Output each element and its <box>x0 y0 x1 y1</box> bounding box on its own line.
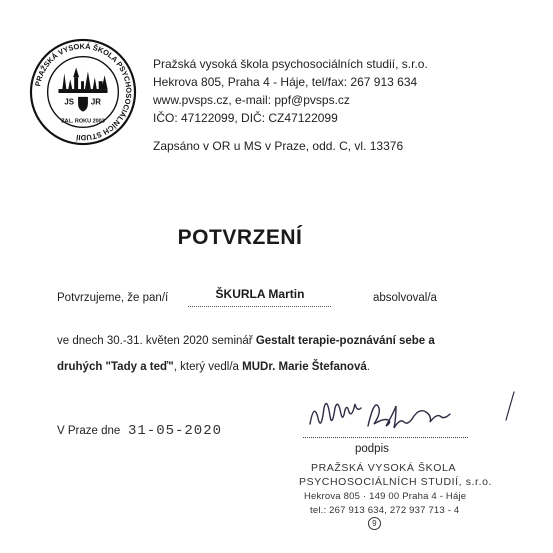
seal-founded: ZAL. ROKU 2003 <box>61 118 105 125</box>
document-title: POTVRZENÍ <box>177 226 303 249</box>
seal-ring-text: PRAŽSKÁ VYSOKÁ ŠKOLA PSYCHOSOCIÁLNÍCH STUDIÍ <box>33 41 134 143</box>
lecturer-line <box>57 361 370 373</box>
confirm-prefix: Potvrzujeme, že pan/í <box>57 292 169 304</box>
seminar-line <box>57 335 435 347</box>
seal-initials-right: JR <box>90 97 101 107</box>
course-title-part1: Gestalt terapie-poznávání sebe a <box>255 335 435 347</box>
sentence-end: . <box>366 361 370 373</box>
signature-label: podpis <box>355 443 389 455</box>
stamp-line-3: Hekrova 805 · 149 00 Praha 4 - Háje <box>304 491 467 502</box>
stamp-number: 9 <box>368 517 381 530</box>
org-contact: www.pvsps.cz, e-mail: ppf@pvsps.cz <box>153 93 350 107</box>
issue-date: 31-05-2020 <box>128 423 223 439</box>
university-seal-icon <box>29 38 137 146</box>
stamp-line-4: tel.: 267 913 634, 272 937 713 - 4 <box>310 505 460 516</box>
org-registry: Zapsáno v OR u MS v Praze, odd. C, vl. 13376 <box>153 139 404 153</box>
lecturer-connector: , který vedl/a <box>173 361 243 373</box>
seal-initials-left: JS <box>64 97 74 107</box>
lecturer-name: MUDr. Marie Štefanová <box>242 361 367 373</box>
org-ids: IČO: 47122099, DIČ: CZ47122099 <box>153 111 338 125</box>
stamp-line-2: PSYCHOSOCIÁLNÍCH STUDIÍ, s.r.o. <box>299 476 493 488</box>
place-label: V Praze dne <box>57 425 121 437</box>
shield-icon <box>78 97 88 112</box>
prague-skyline-icon <box>58 67 107 93</box>
stamp-line-1: PRAŽSKÁ VYSOKÁ ŠKOLA <box>311 462 457 474</box>
org-name: Pražská vysoká škola psychosociálních studií, s.r.o. <box>153 57 428 71</box>
course-title-part2: druhých "Tady a teď" <box>57 361 174 373</box>
org-address: Hekrova 805, Praha 4 - Háje, tel/fax: 267 913 634 <box>153 75 418 89</box>
seminar-dates: ve dnech 30.-31. květen 2020 seminář <box>57 335 256 347</box>
signature-line <box>303 437 468 438</box>
handwritten-signature <box>306 390 526 440</box>
participant-name: ŠKURLA Martin <box>215 287 305 301</box>
confirm-suffix: absolvoval/a <box>373 292 437 304</box>
name-underline <box>188 306 331 307</box>
